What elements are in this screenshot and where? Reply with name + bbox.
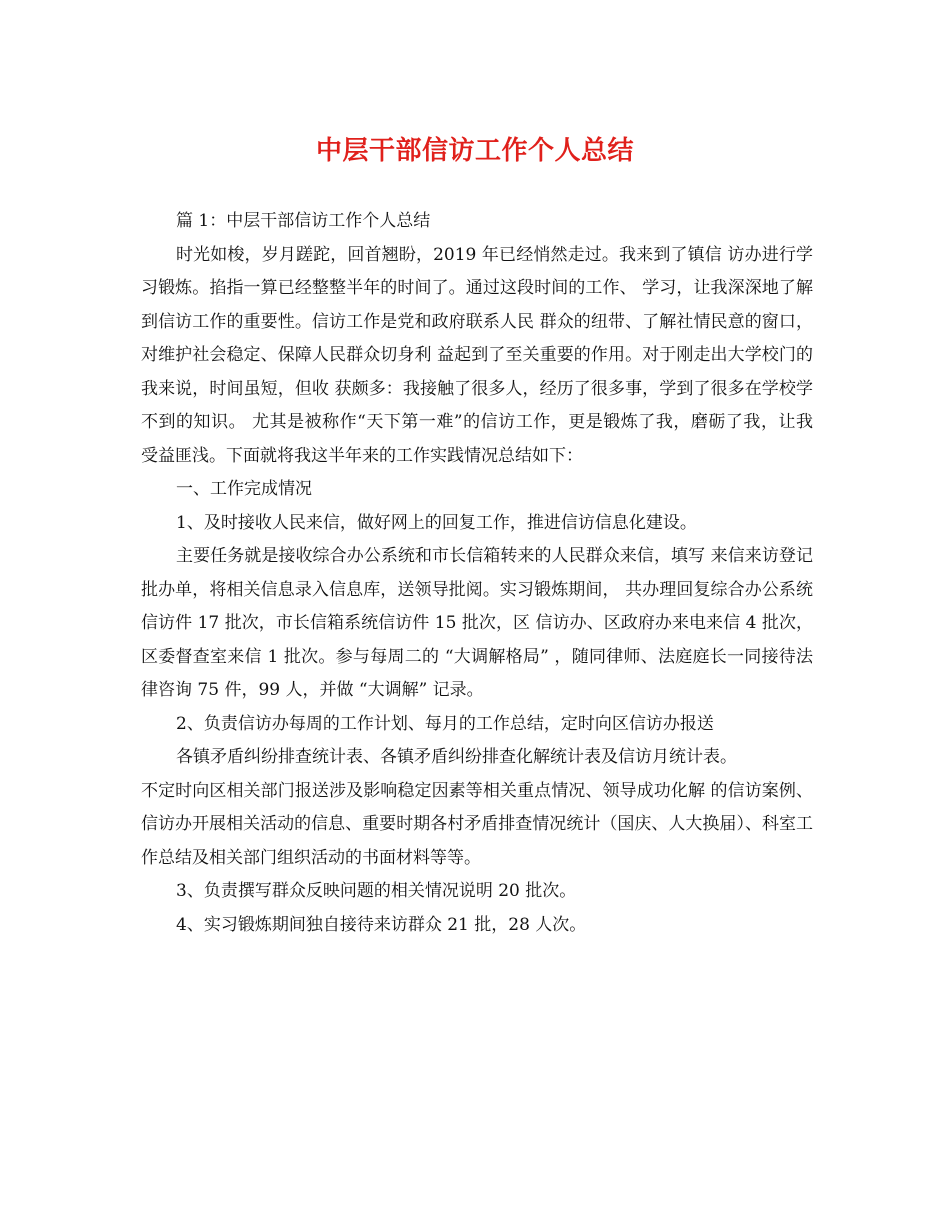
list-item-2: 2、负责信访办每周的工作计划、每月的工作总结，定时向区信访办报送 bbox=[176, 713, 714, 734]
list-item-4: 4、实习锻炼期间独自接待来访群众 21 批，28 人次。 bbox=[176, 914, 587, 935]
document-title: 中层干部信访工作个人总结 bbox=[315, 136, 634, 166]
list-item-1: 1、及时接收人民来信，做好网上的回复工作，推进信访信息化建设。 bbox=[176, 512, 697, 533]
section-heading-work-completion: 一、工作完成情况 bbox=[176, 479, 312, 499]
paragraph-statistics: 各镇矛盾纠纷排查统计表、各镇矛盾纠纷排查化解统计表及信访月统计表。 bbox=[176, 747, 737, 767]
paragraph-intro: 时光如梭，岁月蹉跎，回首翘盼，2019 年已经悄然走过。我来到了镇信 访办进行学习锻炼。掐指一算已经整整半年的时间了。通过这段时间的工作、 学习，让我深深地了解到信访工作的重要性。信访工作是党和政府联系人民 群众的纽带、了解社情民意的窗口，对维护社会稳定、保障人民群众切身利 益起到了至关重要的作用。对于刚走出大学校门的我来说，时间虽短，但收 获颇多：我接触了很多人，经历了很多事，学到了很多在学校学不到的知识。 尤其是被称作“天下第一难”的信访工作，更是锻炼了我，磨砺了我，让我 受益匪浅。下面就将我这半年来的工作实践情况总结如下： bbox=[141, 244, 813, 466]
paragraph-heading-part1: 篇 1：中层干部信访工作个人总结 bbox=[176, 211, 431, 231]
paragraph-main-tasks: 主要任务就是接收综合办公系统和市长信箱转来的人民群众来信，填写 来信来访登记批办单，将相关信息录入信息库，送领导批阅。实习锻炼期间， 共办理回复综合办公系统信访件 17 批次，市长信箱系统信访件 15 批次，区 信访办、区政府办来电来信 4 批次，区委督查室来信 1 批次。参与每周二的 “大调解格局” ，随同律师、法庭庭长一同接待法律咨询 75 件，99 人，并做 “大调解” 记录。 bbox=[141, 546, 813, 700]
document-body bbox=[141, 205, 813, 942]
paragraph-reporting: 不定时向区相关部门报送涉及影响稳定因素等相关重点情况、领导成功化解 的信访案例、信访办开展相关活动的信息、重要时期各村矛盾排查情况统计（国庆、人大换届）、科室工作总结及相关部门组织活动的书面材料等等。 bbox=[141, 780, 813, 868]
list-item-3: 3、负责撰写群众反映问题的相关情况说明 20 批次。 bbox=[176, 881, 577, 901]
